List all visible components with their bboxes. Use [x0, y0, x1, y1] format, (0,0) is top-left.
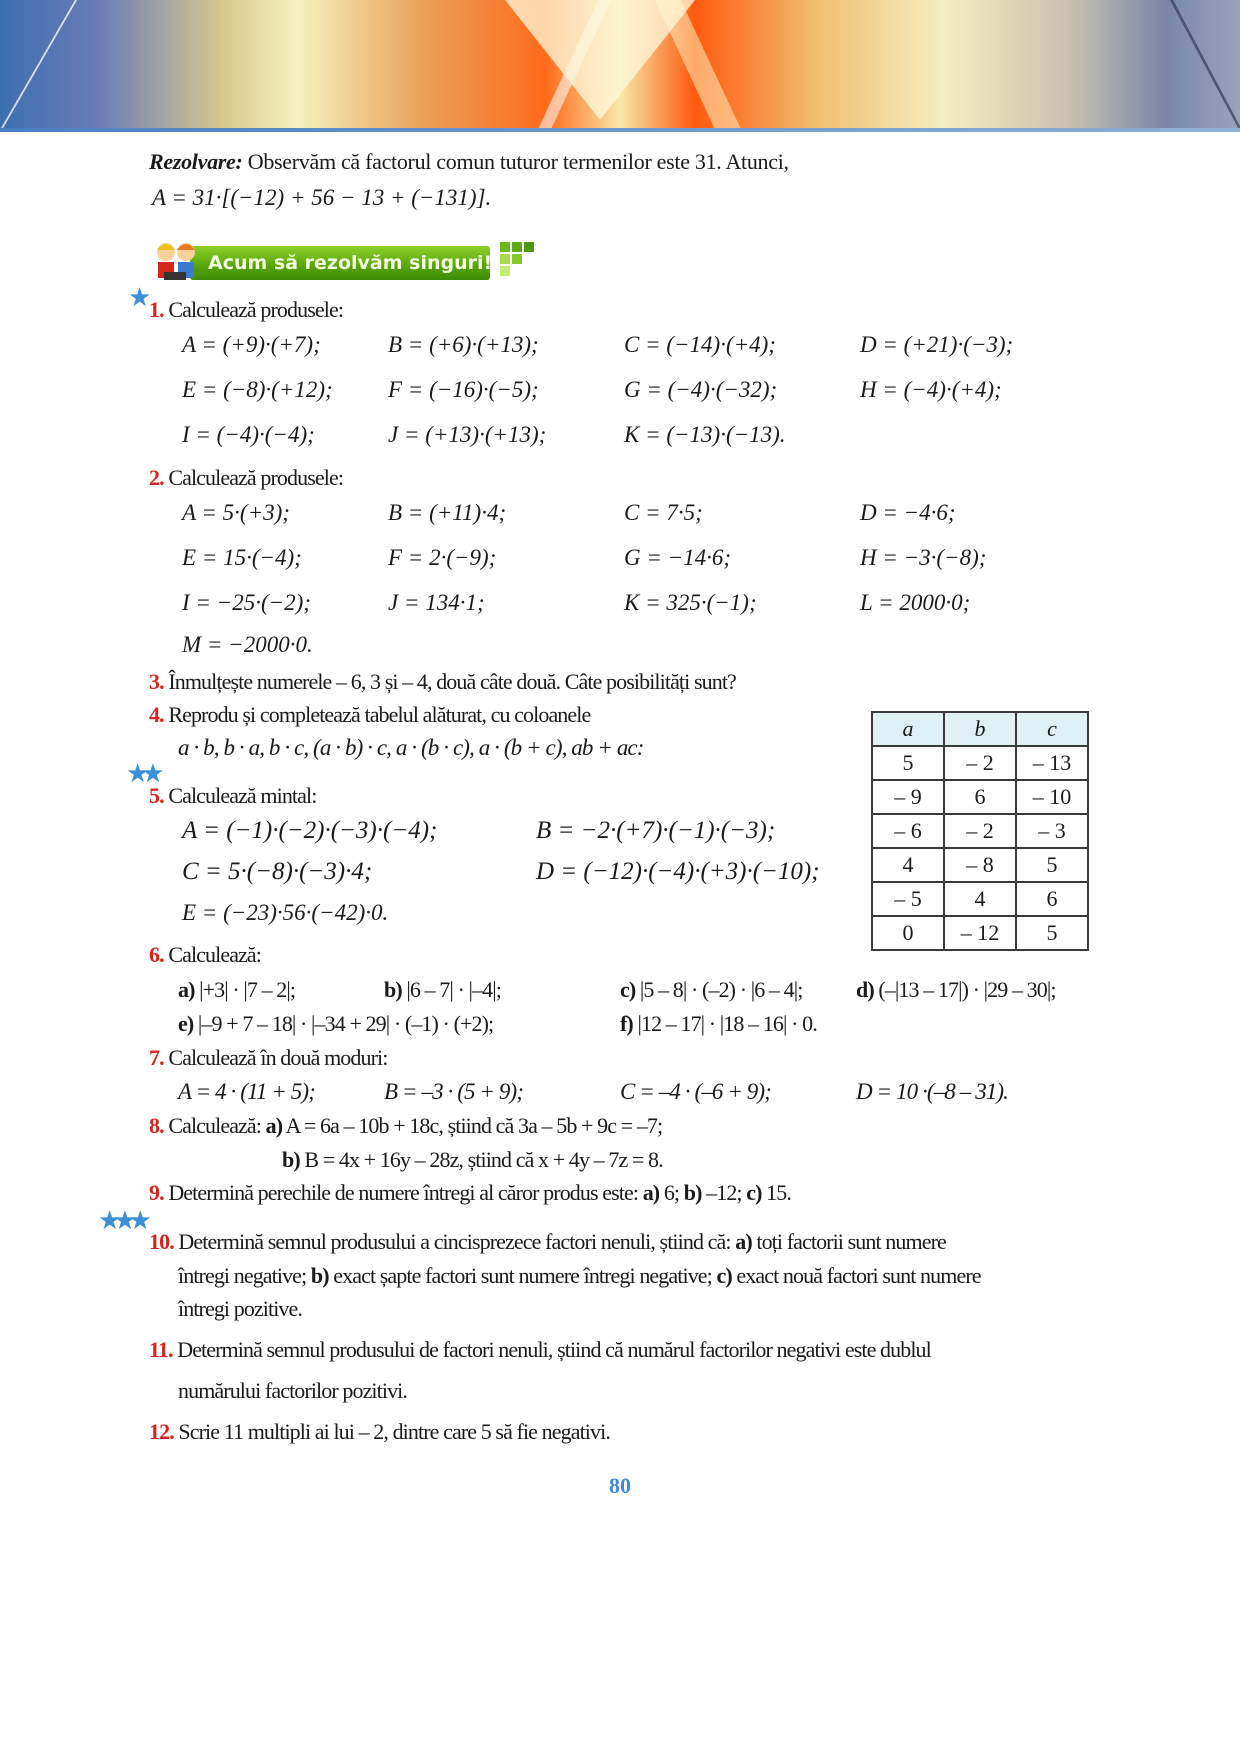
ex6-item-f — [620, 1010, 817, 1038]
exercise-number: 12. — [149, 1419, 174, 1444]
item-expression: |6 – 7| · |–4|; — [406, 977, 501, 1002]
rezolvare-text: Observăm că factorul comun tuturor termenilor este 31. Atunci, — [247, 149, 789, 174]
rezolvare-formula: A = 31·[(−12) + 56 − 13 + (−131)]. — [152, 185, 492, 210]
exercise-title: Calculează: — [168, 1113, 262, 1138]
ex5-item: D = (−12)·(−4)·(+3)·(−10); — [536, 858, 820, 885]
exercise-number: 7. — [149, 1045, 164, 1070]
ex7-item: B = –3 · (5 + 9); — [384, 1079, 524, 1104]
ex1-item: H = (−4)·(+4); — [860, 377, 1002, 402]
table-cell: – 6 — [872, 814, 944, 848]
item-value: 6; — [659, 1180, 680, 1205]
ex7-item: C = –4 · (–6 + 9); — [620, 1079, 771, 1104]
exercise-11-line2: numărului factorilor pozitivi. — [178, 1378, 407, 1403]
exercise-12 — [149, 1418, 610, 1446]
ex2-item: A = 5·(+3); — [182, 500, 290, 525]
item-label: e) — [178, 1011, 194, 1036]
exercise-number: 5. — [149, 783, 164, 808]
item-label: b) — [282, 1147, 300, 1172]
table-cell: 6 — [944, 780, 1016, 814]
exercise-title: Calculează produsele: — [168, 297, 344, 322]
exercise-text: Înmulțește numerele – 6, 3 și – 4, două câte două. Câte posibilități sunt? — [168, 669, 736, 694]
table-cell: 5 — [1016, 916, 1088, 950]
exercise-title: Calculează mintal: — [168, 783, 317, 808]
table-row — [872, 848, 1088, 882]
ex2-item: D = −4·6; — [860, 500, 956, 525]
item-expression: |5 – 8| · (–2) · |6 – 4|; — [639, 977, 803, 1002]
decor-square — [500, 266, 510, 276]
exercise-number: 3. — [149, 669, 164, 694]
banner-line-decor — [0, 0, 77, 140]
item-text: exact șapte factori sunt numere întregi negative; — [333, 1263, 712, 1288]
item-expression: |12 – 17| · |18 – 16| · 0. — [637, 1011, 817, 1036]
exercise-number: 10. — [149, 1229, 174, 1254]
table-header-cell: a — [872, 712, 944, 746]
item-label: b) — [384, 977, 402, 1002]
table-cell: – 3 — [1016, 814, 1088, 848]
ex6-item-d — [856, 976, 1056, 1004]
exercise-number: 11. — [149, 1337, 173, 1362]
exercise-2-heading — [149, 464, 343, 492]
item-label: d) — [856, 977, 874, 1002]
exercise-text: Reprodu și completează tabelul alăturat, cu coloanele — [168, 702, 591, 727]
exercise-number: 1. — [149, 297, 164, 322]
table-row — [872, 814, 1088, 848]
exercise-11-line1 — [149, 1336, 931, 1364]
item-text: exact nouă factori sunt numere — [736, 1263, 981, 1288]
exercise-text: Determină perechile de numere întregi al căror produs este: — [168, 1180, 639, 1205]
table-cell: 5 — [1016, 848, 1088, 882]
ex1-item: K = (−13)·(−13). — [624, 422, 786, 447]
ex6-item-b — [384, 976, 501, 1004]
ex8-a-text: A = 6a – 10b + 18c, știind că 3a – 5b + 9c = –7; — [285, 1113, 663, 1138]
ex1-item: J = (+13)·(+13); — [388, 422, 547, 447]
ex6-item-e — [178, 1010, 493, 1038]
item-expression: |–9 + 7 – 18| · |–34 + 29| · (–1) · (+2); — [197, 1011, 494, 1036]
rezolvare-paragraph — [149, 148, 789, 176]
exercise-text: Determină semnul produsului a cincisprezece factori nenuli, știind că: — [178, 1229, 731, 1254]
ex2-item: J = 134·1; — [388, 590, 485, 615]
exercise-title: Calculează: — [168, 942, 262, 967]
section-banner — [150, 238, 540, 286]
item-label: c) — [746, 1180, 762, 1205]
ex5-item: C = 5·(−8)·(−3)·4; — [182, 858, 373, 885]
section-banner-label: Acum să rezolvăm singuri! — [208, 252, 493, 274]
ex1-item: I = (−4)·(−4); — [182, 422, 315, 447]
item-label: a) — [265, 1113, 283, 1138]
exercise-number: 6. — [149, 942, 164, 967]
table-row — [872, 746, 1088, 780]
ex1-item: F = (−16)·(−5); — [388, 377, 539, 402]
ex5-item: A = (−1)·(−2)·(−3)·(−4); — [182, 817, 438, 844]
table-row — [872, 882, 1088, 916]
ex5-item: B = −2·(+7)·(−1)·(−3); — [536, 817, 776, 844]
decor-square — [500, 242, 510, 252]
rezolvare-label: Rezolvare: — [149, 149, 243, 174]
exercise-1-heading — [149, 296, 343, 324]
table-cell: – 8 — [944, 848, 1016, 882]
table-header-row — [872, 712, 1088, 746]
decor-square — [512, 254, 522, 264]
table-cell: – 10 — [1016, 780, 1088, 814]
ex1-item: B = (+6)·(+13); — [388, 332, 539, 357]
ex7-item: D = 10 ·(–8 – 31). — [856, 1079, 1008, 1104]
item-value: 15. — [761, 1180, 791, 1205]
exercise-number: 4. — [149, 702, 164, 727]
ex6-item-c — [620, 976, 802, 1004]
item-text: toți factorii sunt numere — [756, 1229, 946, 1254]
ex5-item: E = (−23)·56·(−42)·0. — [182, 900, 389, 925]
table-cell: – 2 — [944, 814, 1016, 848]
table-cell: 5 — [872, 746, 944, 780]
ex1-item: E = (−8)·(+12); — [182, 377, 333, 402]
decor-square — [500, 254, 510, 264]
item-label: c) — [716, 1263, 732, 1288]
ex2-item: B = (+11)·4; — [388, 500, 507, 525]
exercise-10-line2 — [178, 1262, 981, 1290]
item-label: a) — [178, 977, 195, 1002]
exercise-number: 2. — [149, 465, 164, 490]
ex1-item: G = (−4)·(−32); — [624, 377, 778, 402]
ex7-item: A = 4 · (11 + 5); — [178, 1079, 315, 1104]
exercise-8 — [149, 1112, 662, 1140]
table-header-cell: b — [944, 712, 1016, 746]
item-text: întregi negative; — [178, 1263, 307, 1288]
ex1-item: D = (+21)·(−3); — [860, 332, 1014, 357]
kids-illustration-icon — [150, 238, 210, 286]
table-row — [872, 916, 1088, 950]
item-label: a) — [735, 1229, 752, 1254]
table-header-cell: c — [1016, 712, 1088, 746]
item-label: b) — [310, 1263, 329, 1288]
item-expression: |+3| · |7 – 2|; — [199, 977, 296, 1002]
exercise-title: Calculează produsele: — [168, 465, 344, 490]
table-cell: 6 — [1016, 882, 1088, 916]
ex2-item: I = −25·(−2); — [182, 590, 311, 615]
exercise-text: Scrie 11 multipli ai lui – 2, dintre care 5 să fie negativi. — [178, 1419, 610, 1444]
ex2-item: E = 15·(−4); — [182, 545, 302, 570]
table-cell: – 13 — [1016, 746, 1088, 780]
ex2-item: H = −3·(−8); — [860, 545, 987, 570]
ex2-item: M = −2000·0. — [182, 632, 313, 657]
ex4-columns: a · b, b · a, b · c, (a · b) · c, a · (b · c), a · (b + c), ab + ac: — [178, 735, 644, 760]
table-cell: – 5 — [872, 882, 944, 916]
item-expression: (–|13 – 17|) · |29 – 30|; — [878, 977, 1056, 1002]
banner-strip — [0, 128, 1240, 132]
ex2-item: G = −14·6; — [624, 545, 732, 570]
exercise-7-heading — [149, 1044, 387, 1072]
decor-square — [524, 242, 534, 252]
item-label: b) — [683, 1180, 702, 1205]
decor-square — [512, 242, 522, 252]
ex2-item: C = 7·5; — [624, 500, 703, 525]
item-label: c) — [620, 977, 636, 1002]
difficulty-three-stars-icon: ★★★ — [98, 1206, 144, 1236]
values-table — [871, 711, 1089, 951]
item-value: –12; — [701, 1180, 742, 1205]
ex8-b-text: B = 4x + 16y – 28z, știind că x + 4y – 7z = 8. — [304, 1147, 663, 1172]
table-row — [872, 780, 1088, 814]
difficulty-one-star-icon: ★ — [128, 283, 152, 313]
ex1-item: A = (+9)·(+7); — [182, 332, 321, 357]
exercise-10-line1 — [149, 1228, 946, 1256]
difficulty-two-stars-icon: ★★ — [126, 759, 157, 789]
exercise-text: Determină semnul produsului de factori nenuli, știind că numărul factorilor negativi este dublul — [177, 1337, 931, 1362]
table-cell: 4 — [944, 882, 1016, 916]
page-number: 80 — [609, 1473, 631, 1498]
exercise-number: 8. — [149, 1113, 164, 1138]
banner-triangle-decor — [505, 0, 695, 120]
table-cell: – 9 — [872, 780, 944, 814]
header-banner-image — [0, 0, 1240, 130]
exercise-title: Calculează în două moduri: — [168, 1045, 388, 1070]
exercise-3 — [149, 668, 736, 696]
item-label: f) — [620, 1011, 633, 1036]
exercise-number: 9. — [149, 1180, 164, 1205]
exercise-5-heading — [149, 782, 316, 810]
ex2-item: L = 2000·0; — [860, 590, 971, 615]
ex1-item: C = (−14)·(+4); — [624, 332, 776, 357]
ex2-item: F = 2·(−9); — [388, 545, 497, 570]
ex6-item-a — [178, 976, 295, 1004]
banner-line-decor — [1170, 0, 1240, 140]
exercise-4 — [149, 701, 590, 729]
exercise-8-b — [282, 1146, 663, 1174]
exercise-9 — [149, 1179, 791, 1207]
table-cell: – 12 — [944, 916, 1016, 950]
table-cell: 0 — [872, 916, 944, 950]
table-cell: 4 — [872, 848, 944, 882]
ex2-item: K = 325·(−1); — [624, 590, 757, 615]
exercise-10-line3: întregi pozitive. — [178, 1296, 302, 1321]
exercise-6-heading — [149, 941, 261, 969]
item-label: a) — [642, 1180, 660, 1205]
table-cell: – 2 — [944, 746, 1016, 780]
